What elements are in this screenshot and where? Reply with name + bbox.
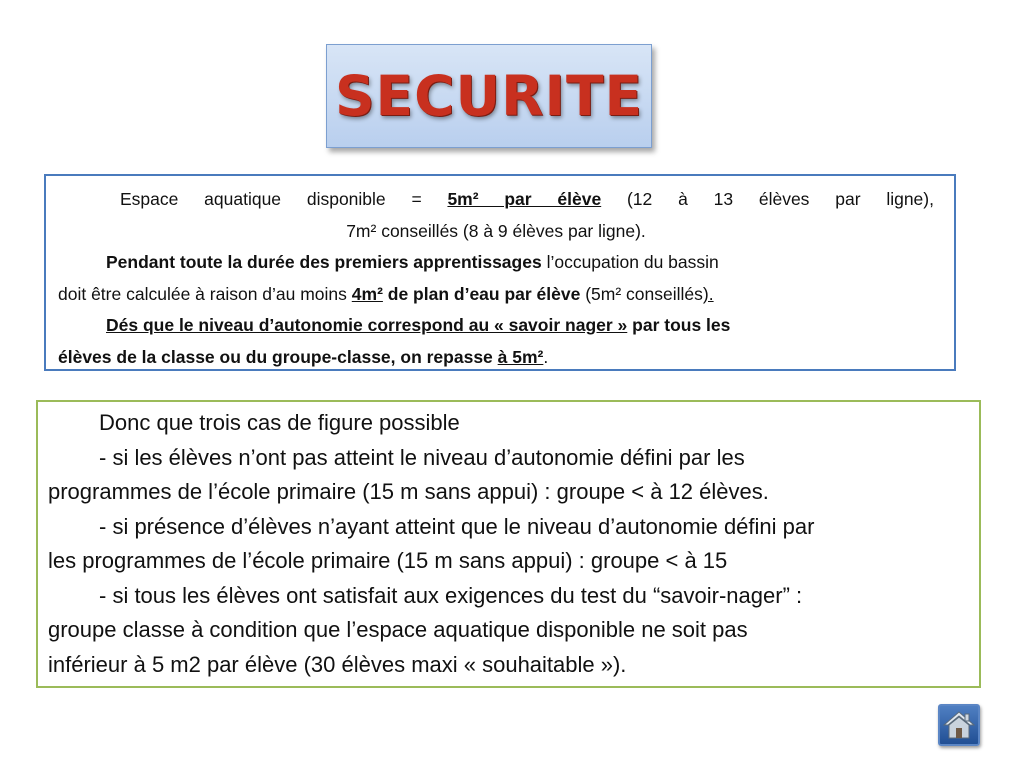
cases-box [36, 400, 981, 688]
case-3-line-1: - si tous les élèves ont satisfait aux exigences du test du “savoir-nager” : [99, 582, 803, 608]
rules-line-5-bold-underlined: Dés que le niveau d’autonomie correspond au « savoir nager » [106, 315, 628, 335]
home-button[interactable] [938, 704, 980, 746]
rules-line-6-area: à 5m² [497, 346, 544, 367]
rules-line-4-end: (5m² conseillés [580, 283, 703, 304]
rules-box [44, 174, 956, 371]
rules-line-4 [58, 279, 934, 311]
rules-line-1-bold: 5m² par élève [447, 189, 602, 209]
rules-line-1-end: (12 à 13 élèves par ligne), [601, 189, 934, 209]
rules-line-5-bold: par tous les [627, 315, 731, 335]
rules-line-5 [58, 310, 934, 342]
rules-line-3 [58, 247, 934, 279]
case-2-line-2: les programmes de l’école primaire (15 m sans appui) : groupe < à 15 [48, 548, 728, 573]
case-1-line-2: programmes de l’école primaire (15 m sans appui) : groupe < à 12 élèves. [48, 479, 769, 504]
title-box [326, 44, 652, 148]
rules-line-4-bold: de plan d’eau par élève [382, 283, 581, 304]
rules-line-4-text: doit être calculée à raison d’au moins [58, 283, 352, 304]
case-1-line-1: - si les élèves n’ont pas atteint le niveau d’autonomie défini par les [99, 444, 745, 470]
rules-line-3-bold: Pendant toute la durée des premiers apprentissages [106, 252, 542, 272]
rules-line-6-end: . [543, 346, 549, 367]
home-icon [943, 710, 975, 740]
rules-line-4-area: 4m² [351, 283, 383, 304]
rules-line-1-text: Espace aquatique disponible = [120, 189, 448, 209]
rules-line-6 [58, 342, 934, 374]
case-2-line-1: - si présence d’élèves n’ayant atteint que le niveau d’autonomie défini par [99, 513, 815, 539]
rules-line-3-text: l’occupation du bassin [541, 252, 719, 272]
rules-line-6-bold: élèves de la classe ou du groupe-classe, on repasse [58, 346, 498, 367]
case-3-line-2: groupe classe à condition que l’espace aquatique disponible ne soit pas [48, 617, 748, 642]
rules-line-4-close: ). [702, 283, 714, 304]
cases-intro: Donc que trois cas de figure possible [99, 410, 460, 435]
rules-line-1 [58, 184, 934, 216]
case-3-line-3: inférieur à 5 m2 par élève (30 élèves maxi « souhaitable »). [48, 651, 627, 677]
rules-line-2: 7m² conseillés (8 à 9 élèves par ligne). [346, 220, 646, 241]
page-title: SECURITE [334, 64, 644, 128]
